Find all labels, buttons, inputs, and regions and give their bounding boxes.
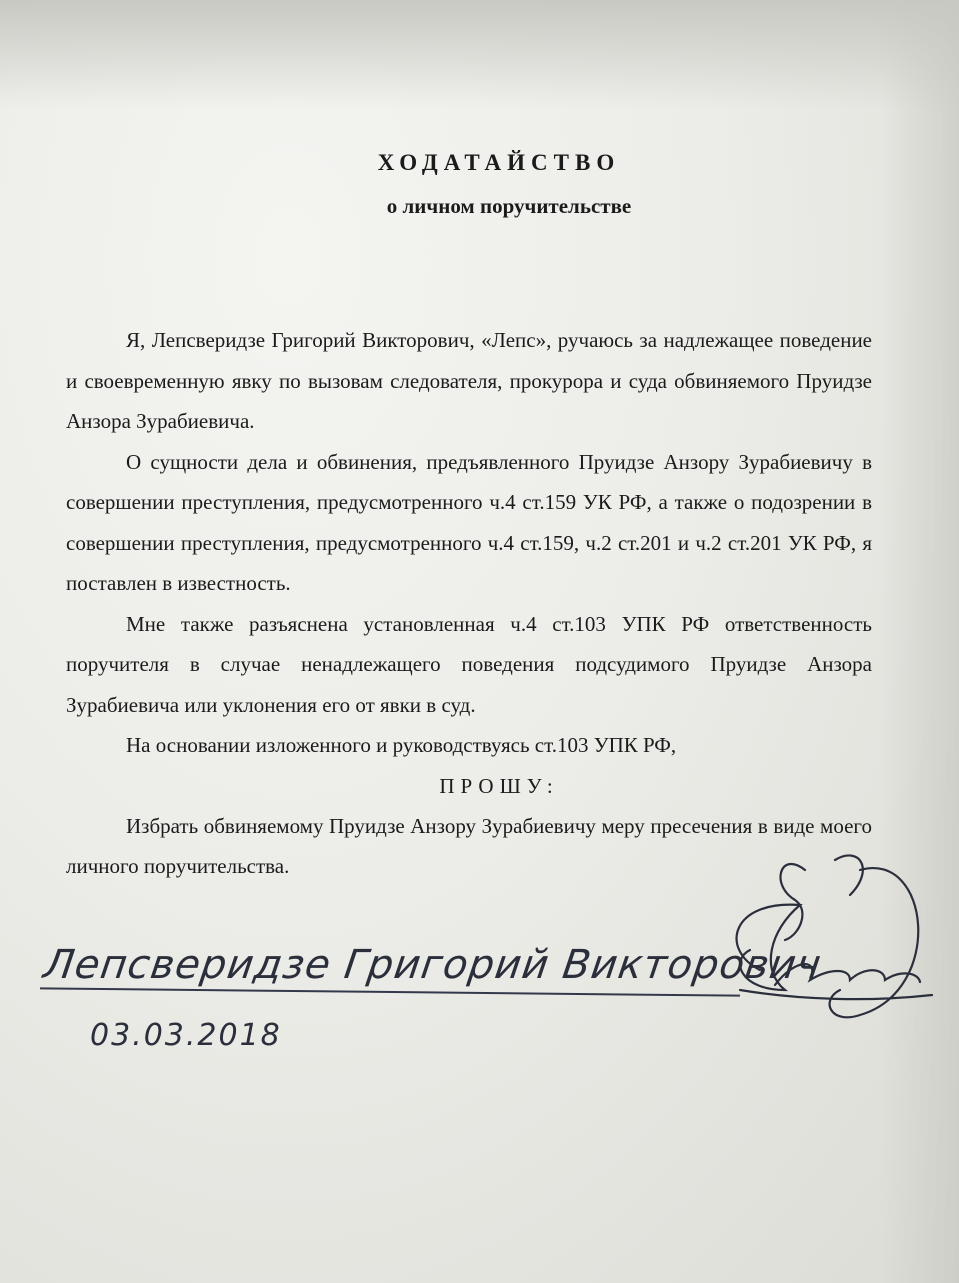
petition-document: [66, 150, 872, 887]
paragraph-guarantee: Я, Лепсверидзе Григорий Викторович, «Лепс», ручаюсь за надлежащее поведение и своевременную явку по вызовам следователя, прокурора и суда обвиняемого Пруидзе Анзора Зурабиевича.: [66, 328, 872, 433]
plea-heading: ПРОШУ:: [439, 773, 559, 798]
scan-shadow-right: [879, 0, 959, 1283]
paragraph-charges: О сущности дела и обвинения, предъявленного Пруидзе Анзору Зурабиевичу в совершении преступления, предусмотренного ч.4 ст.159 УК РФ, а также о подозрении в совершении преступления, предусмотренного ч.4 ст.159, ч.2 ст.201 и ч.2 ст.201 УК РФ, я поставлен в известность.: [66, 449, 872, 595]
document-subtitle: о личном поручительстве: [386, 194, 632, 218]
paragraph-responsibility: Мне также разъяснена установленная ч.4 ст.103 УПК РФ ответственность поручителя в случае ненадлежащего поведения подсудимого Пруидзе Анзора Зурабиевича или уклонения его от явки в суд.: [66, 611, 872, 717]
paragraph-request: Избрать обвиняемому Пруидзе Анзору Зурабиевичу меру пресечения в виде моего личного поручительства.: [66, 813, 872, 878]
signature-scribble: [700, 840, 940, 1040]
document-body: [66, 320, 872, 887]
signature-underline: [40, 987, 740, 996]
handwritten-date: 03.03.2018: [90, 1018, 282, 1053]
paragraph-basis: На основании изложенного и руководствуясь ст.103 УПК РФ,: [126, 733, 677, 757]
scan-shadow-top: [0, 0, 959, 110]
handwritten-name: Лепсверидзе Григорий Викторович: [40, 942, 825, 988]
document-title: ХОДАТАЙСТВО: [377, 150, 621, 175]
